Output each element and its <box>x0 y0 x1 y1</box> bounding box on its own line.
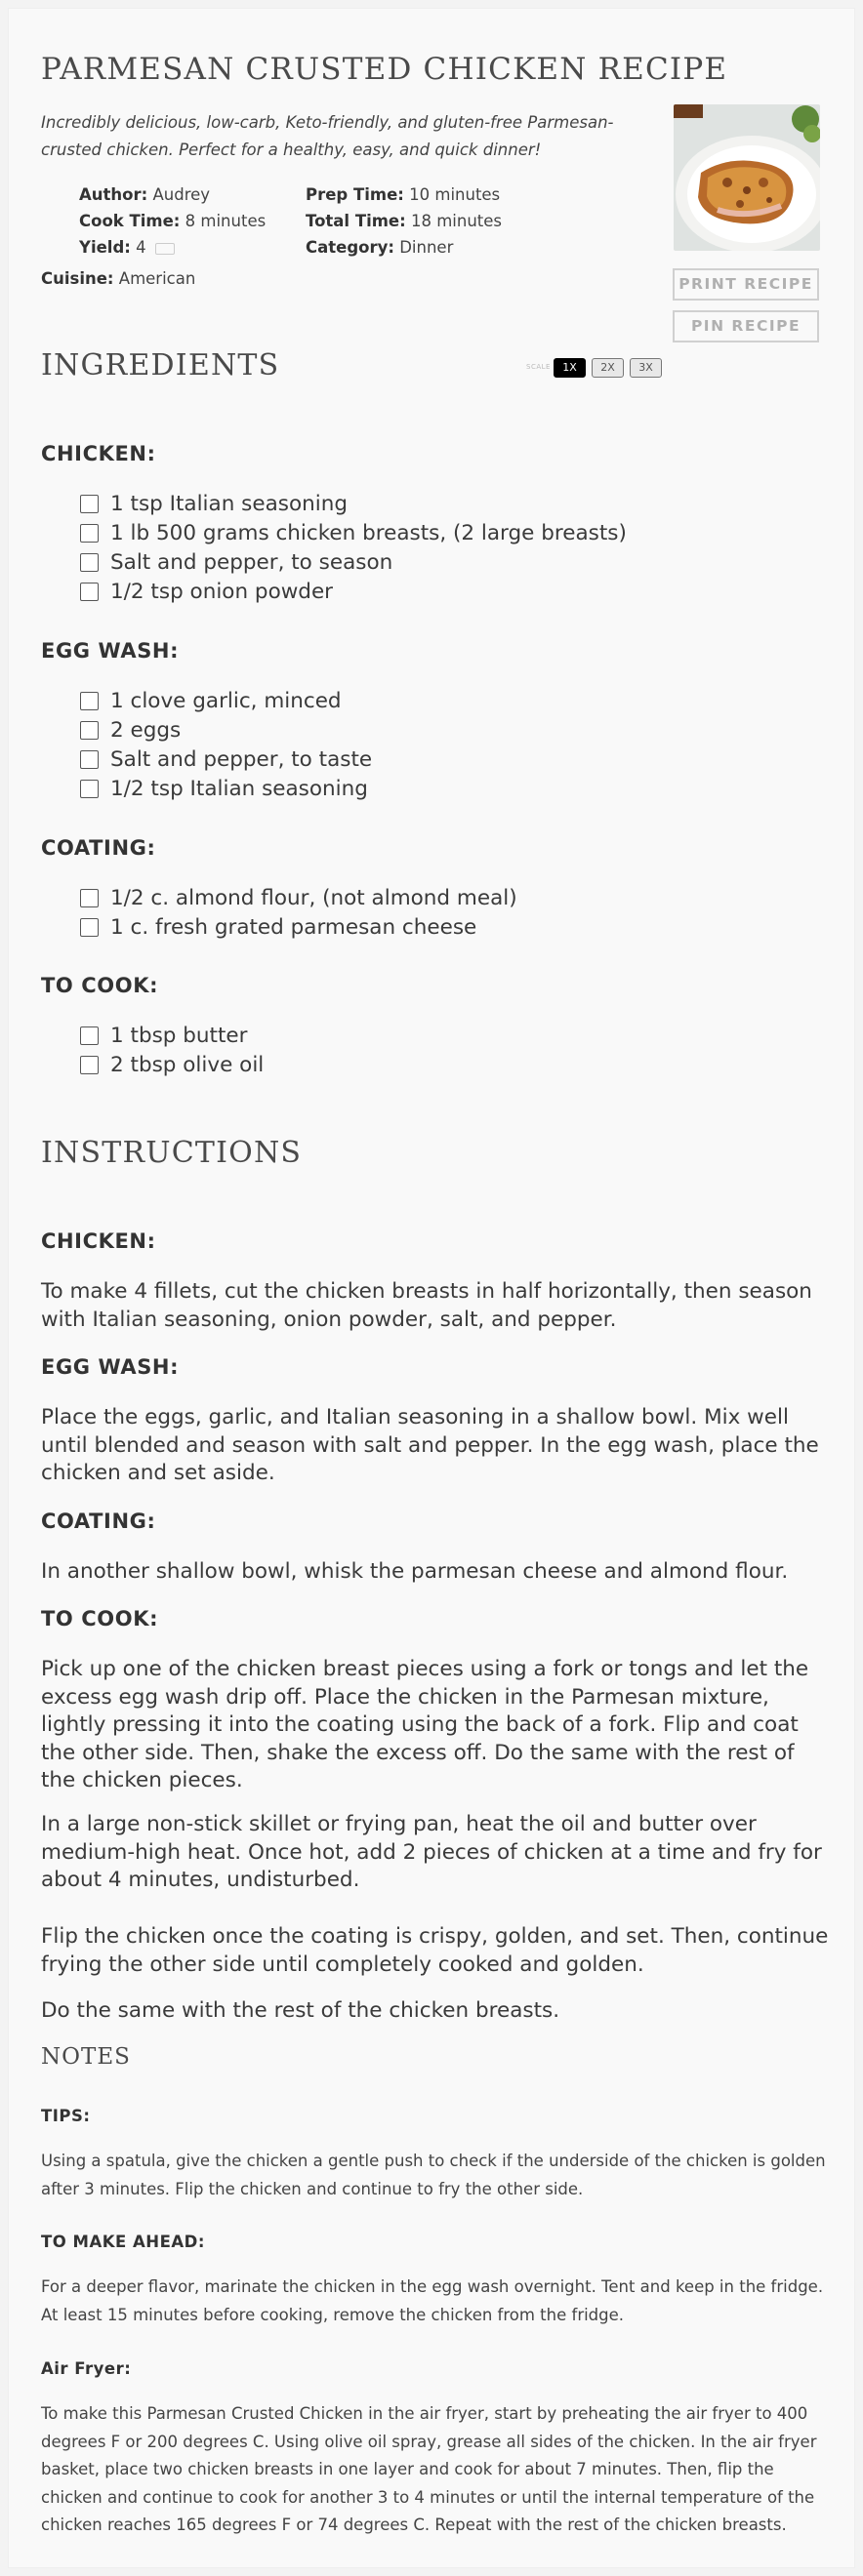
meta-author <box>79 185 210 204</box>
total-time-label: Total Time: <box>306 212 406 230</box>
ingredient-checkbox[interactable] <box>80 1056 99 1074</box>
instructions-title: INSTRUCTIONS <box>41 1136 303 1170</box>
ingredient-item <box>80 686 342 715</box>
instruction-step: In another shallow bowl, whisk the parmesan cheese and almond flour. <box>41 1559 789 1584</box>
instruction-group-to-cook: TO COOK: <box>41 1607 159 1630</box>
ingredient-item <box>80 745 372 774</box>
ingredient-text: Salt and pepper, to taste <box>110 746 373 772</box>
ingredient-item <box>80 1021 247 1050</box>
yield-scale-icon[interactable] <box>155 243 175 255</box>
instruction-group-coating: COATING: <box>41 1509 156 1533</box>
cuisine-value: American <box>118 269 196 288</box>
note-head-air-fryer: Air Fryer: <box>41 2359 132 2378</box>
author-value: Audrey <box>152 185 211 204</box>
meta-yield <box>79 238 175 257</box>
yield-label: Yield: <box>79 238 131 257</box>
ingredient-text: 1 c. fresh grated parmesan cheese <box>110 914 477 940</box>
ingredient-checkbox[interactable] <box>80 721 99 740</box>
recipe-summary: Incredibly delicious, low-carb, Keto-friendly, and gluten-free Parmesan-crusted chicken. Perfect for a healthy, easy, and quick dinner! <box>41 113 614 159</box>
recipe-title: PARMESAN CRUSTED CHICKEN RECIPE <box>41 52 728 87</box>
instruction-group-chicken: CHICKEN: <box>41 1229 156 1253</box>
recipe-image <box>674 104 820 251</box>
total-time-value: 18 minutes <box>410 212 502 230</box>
ingredient-item <box>80 1050 264 1079</box>
ingredient-checkbox[interactable] <box>80 780 99 798</box>
ingredient-group-chicken: CHICKEN: <box>41 442 156 465</box>
notes-title: NOTES <box>41 2044 131 2070</box>
instruction-step: Pick up one of the chicken breast pieces using a fork or tongs and let the excess egg wash drip off. Place the chicken in the Parmesan mixture, lightly pressing it into the coating using the back of a fork. Flip and coat the other side. Then, shake the excess off. Do the same with the rest of the chicken pieces. <box>41 1657 809 1792</box>
instruction-step: To make 4 fillets, cut the chicken breasts in half horizontally, then season with Italian seasoning, onion powder, salt, and pepper. <box>41 1279 812 1332</box>
note-head-make-ahead: TO MAKE AHEAD: <box>41 2233 205 2251</box>
note-head-tips: TIPS: <box>41 2107 91 2125</box>
scale-label: SCALE <box>526 363 551 371</box>
ingredient-item <box>80 518 627 547</box>
author-label: Author: <box>79 185 148 204</box>
instruction-step: Place the eggs, garlic, and Italian seasoning in a shallow bowl. Mix well until blended and season with salt and pepper. In the egg wash, place the chicken and set aside. <box>41 1405 819 1485</box>
scale-1x-button[interactable]: 1X <box>554 358 586 378</box>
ingredient-checkbox[interactable] <box>80 750 99 769</box>
ingredient-checkbox[interactable] <box>80 495 99 513</box>
ingredient-checkbox[interactable] <box>80 918 99 937</box>
cuisine-label: Cuisine: <box>41 269 114 288</box>
ingredient-item <box>80 774 368 803</box>
recipe-card <box>8 8 855 2568</box>
ingredients-title: INGREDIENTS <box>41 348 280 382</box>
meta-category <box>306 238 453 257</box>
instruction-step: In a large non-stick skillet or frying pan, heat the oil and butter over medium-high heat. Once hot, add 2 pieces of chicken at a time and fry for about 4 minutes, undisturbed. <box>41 1812 822 1892</box>
ingredient-item <box>80 577 333 606</box>
note-text: Using a spatula, give the chicken a gentle push to check if the underside of the chicken is golden after 3 minutes. Flip the chicken and continue to fry the other side. <box>41 2152 826 2198</box>
instruction-step: Do the same with the rest of the chicken breasts. <box>41 1998 560 2023</box>
ingredient-checkbox[interactable] <box>80 692 99 710</box>
ingredient-text: 1/2 tsp Italian seasoning <box>110 776 368 801</box>
yield-value: 4 <box>136 238 146 257</box>
ingredient-checkbox[interactable] <box>80 889 99 907</box>
ingredient-item <box>80 489 348 518</box>
ingredient-group-to-cook: TO COOK: <box>41 974 159 997</box>
instruction-step: Flip the chicken once the coating is crispy, golden, and set. Then, continue frying the other side until completely cooked and golden. <box>41 1924 829 1977</box>
ingredient-text: 2 tbsp olive oil <box>110 1052 265 1077</box>
cook-time-label: Cook Time: <box>79 212 181 230</box>
cook-time-value: 8 minutes <box>185 212 267 230</box>
meta-cook-time <box>79 212 266 230</box>
note-text: For a deeper flavor, marinate the chicken in the egg wash overnight. Tent and keep in the fridge. At least 15 minutes before cooking, remove the chicken from the fridge. <box>41 2277 824 2324</box>
ingredient-checkbox[interactable] <box>80 1026 99 1045</box>
ingredient-item <box>80 912 476 942</box>
ingredient-text: 1/2 tsp onion powder <box>110 579 334 604</box>
meta-cuisine <box>41 269 195 288</box>
print-recipe-button[interactable]: PRINT RECIPE <box>673 268 819 301</box>
ingredient-item <box>80 883 517 912</box>
ingredient-text: 1 clove garlic, minced <box>110 688 342 713</box>
ingredient-item <box>80 547 392 577</box>
ingredient-checkbox[interactable] <box>80 553 99 572</box>
ingredient-text: Salt and pepper, to season <box>110 549 393 575</box>
instruction-group-egg-wash: EGG WASH: <box>41 1355 180 1379</box>
scale-2x-button[interactable]: 2X <box>592 358 624 378</box>
prep-time-value: 10 minutes <box>409 185 501 204</box>
ingredient-item <box>80 715 181 745</box>
prep-time-label: Prep Time: <box>306 185 404 204</box>
ingredient-text: 2 eggs <box>110 717 182 743</box>
note-text: To make this Parmesan Crusted Chicken in the air fryer, start by preheating the air fryer to 400 degrees F or 200 degrees C. Using olive oil spray, grease all sides of the chicken. In the air fryer basket, place two chicken breasts in one layer and cook for about 7 minutes. Then, flip the chicken and continue to cook for another 3 to 4 minutes or until the internal temperature of the chicken reaches 165 degrees F or 74 degrees C. Repeat with the rest of the chicken breasts. <box>41 2404 817 2534</box>
ingredient-checkbox[interactable] <box>80 524 99 543</box>
ingredient-text: 1/2 c. almond flour, (not almond meal) <box>110 885 517 910</box>
meta-total-time <box>306 212 502 230</box>
scale-3x-button[interactable]: 3X <box>630 358 662 378</box>
category-label: Category: <box>306 238 394 257</box>
ingredient-checkbox[interactable] <box>80 583 99 601</box>
ingredient-text: 1 tsp Italian seasoning <box>110 491 348 516</box>
category-value: Dinner <box>399 238 454 257</box>
ingredient-text: 1 tbsp butter <box>110 1023 248 1048</box>
ingredient-text: 1 lb 500 grams chicken breasts, (2 large breasts) <box>110 520 627 545</box>
ingredient-group-egg-wash: EGG WASH: <box>41 639 180 663</box>
meta-prep-time <box>306 185 500 204</box>
ingredient-group-coating: COATING: <box>41 836 156 860</box>
pin-recipe-button[interactable]: PIN RECIPE <box>673 310 819 342</box>
